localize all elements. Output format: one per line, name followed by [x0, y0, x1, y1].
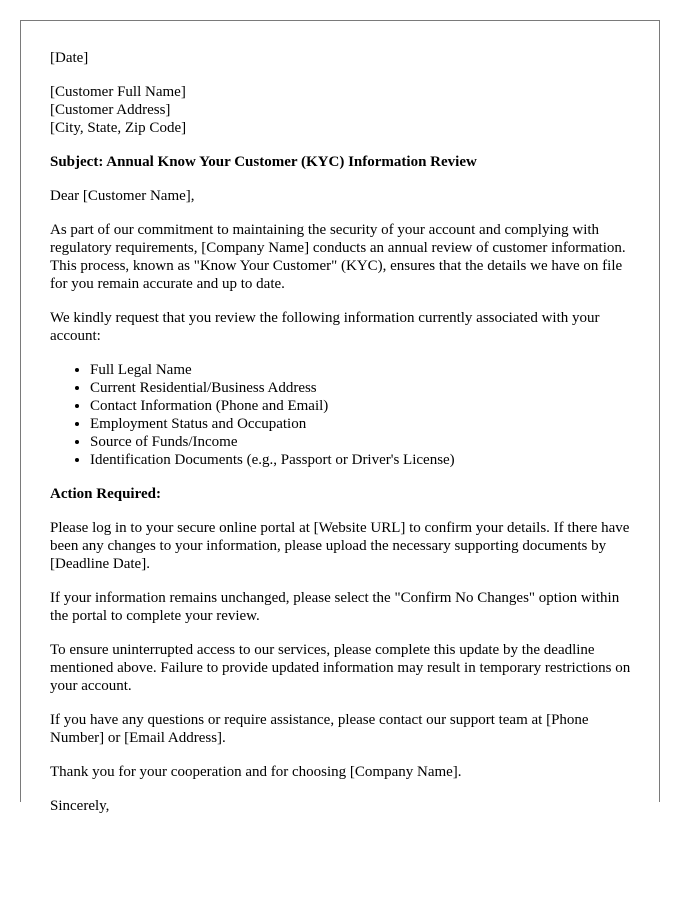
deadline-paragraph: To ensure uninterrupted access to our services, please complete this update by the deadline mentioned above. Failure to provide updated information may result in temporary restrictions on your account.: [50, 642, 631, 694]
list-item: • Current Residential/Business Address: [90, 379, 640, 397]
intro-paragraph: As part of our commitment to maintaining the security of your account and complying with regulatory requirements, [Company Name] conducts an annual review of customer information. This process, known as "Know Your Customer" (KYC), ensures that the details we have on file for you remain accurate and up to date.: [50, 222, 626, 292]
action-heading-text: Action Required:: [50, 486, 161, 502]
list-item: • Source of Funds/Income: [90, 433, 640, 451]
info-list: [50, 361, 640, 469]
list-item: • Identification Documents (e.g., Passport or Driver's License): [90, 451, 640, 469]
unchanged-paragraph: If your information remains unchanged, please select the "Confirm No Changes" option within the portal to complete your review.: [50, 590, 620, 624]
request-paragraph: We kindly request that you review the following information currently associated with your account:: [50, 310, 600, 344]
recipient-address: [Customer Address]: [50, 102, 171, 118]
list-item: • Employment Status and Occupation: [90, 415, 640, 433]
letter-page: [20, 20, 660, 814]
recipient-block: [50, 83, 640, 137]
letter-subject-text: Subject: Annual Know Your Customer (KYC) Information Review: [50, 154, 477, 170]
thanks-paragraph: Thank you for your cooperation and for choosing [Company Name].: [50, 764, 462, 780]
letter-date: [Date]: [50, 50, 89, 66]
contact-paragraph: If you have any questions or require assistance, please contact our support team at [Phone Number] or [Email Address].: [50, 712, 589, 746]
letter-closing: Sincerely,: [50, 798, 110, 814]
letter-subject: [50, 153, 640, 171]
list-item: • Contact Information (Phone and Email): [90, 397, 640, 415]
action-paragraph: Please log in to your secure online portal at [Website URL] to confirm your details. If there have been any changes to your information, please upload the necessary supporting documents by [Deadline Date].: [50, 520, 630, 572]
recipient-name: [Customer Full Name]: [50, 84, 186, 100]
recipient-city-state-zip: [City, State, Zip Code]: [50, 120, 187, 136]
letter-content: [50, 49, 640, 831]
letter-salutation: Dear [Customer Name],: [50, 188, 195, 204]
list-item: • Full Legal Name: [90, 361, 640, 379]
action-heading: [50, 485, 640, 503]
